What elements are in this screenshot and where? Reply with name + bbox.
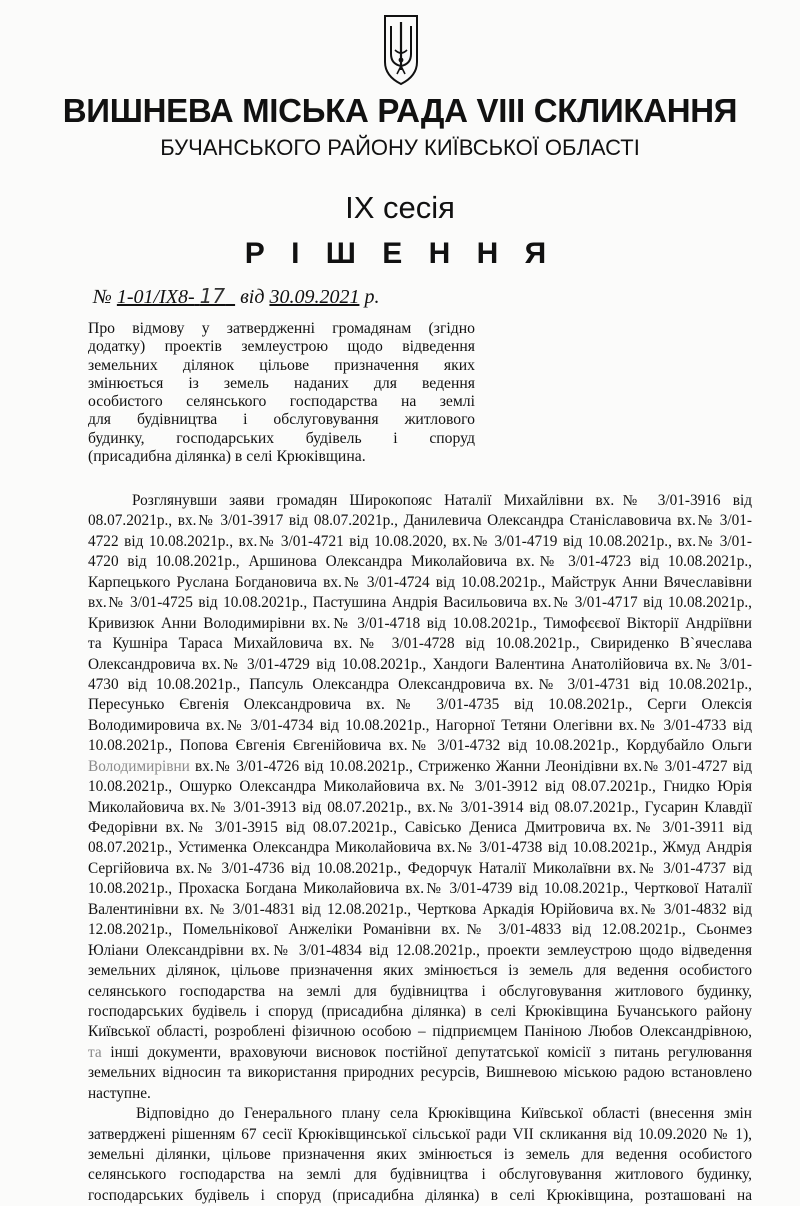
body-line: селянського господарства на землі для будівництва і обслуговування житлового будинку,	[88, 1166, 752, 1184]
coat-of-arms-trident-icon	[381, 10, 421, 86]
council-title: ВИШНЕВА МІСЬКА РАДА VIII СКЛИКАННЯ	[62, 92, 738, 129]
subject-line: для будівництва і обслуговування житлового	[88, 411, 475, 429]
subject-line: (присадибна ділянка) в селі Крюківщина.	[88, 448, 366, 466]
body-line: господарських будівель і споруд (присадибна ділянка) в селі Крюківщина Бучанського району	[88, 1002, 752, 1020]
decision-title: Р І Ш Е Н Н Я	[244, 237, 556, 270]
body-line: Сергійовича вх.№ 3/01-4736 від 10.08.2021р., Федорчук Наталії Миколаївни вх.№ 3/01-4737 від	[88, 859, 752, 877]
body-line: Розглянувши заяви громадян Широкопояс Наталії Михайлівни вх.№ 3/01-3916 від	[132, 492, 752, 509]
decision-subject	[88, 320, 475, 466]
body-line: 4722 від 10.08.2021р., вх.№ 3/01-4721 від 10.08.2020, вх.№ 3/01-4719 від 10.08.2021р., вх.№ 3/01-	[88, 532, 752, 550]
body-line: 10.08.2021р., Попова Євгенія Євгенійовича вх.№ 3/01-4732 від 10.08.2021р., Кордубайло Ольги	[88, 737, 752, 755]
body-line: 10.08.2021р., Ошурко Олександра Миколайовича вх.№ 3/01-3912 від 08.07.2021р., Гнидко Юрія	[88, 778, 752, 796]
subject-line: будинку, господарських будівель і споруд	[88, 429, 475, 447]
body-line: земельні ділянки, цільове призначення яких змінюється із земель для ведення особистого	[88, 1146, 752, 1163]
body-line: наступне.	[88, 1084, 151, 1102]
body-line: Кривизюк Анни Володимирівни вх.№ 3/01-4718 від 10.08.2021р., Тимофєєвої Вікторії Андріївни	[88, 614, 752, 632]
body-line: Карпецького Руслана Богдановича вх.№ 3/01-4724 від 10.08.2021р., Майструк Анни Вячеславівни	[88, 573, 752, 591]
document-number-line	[93, 284, 379, 309]
body-line: 10.08.2021р., Прохаска Богдана Миколайовича вх.№ 3/01-4739 від 10.08.2021р., Черткової Наталії	[88, 880, 752, 898]
body-line: 08.07.2021р., Устименка Олександра Миколайовича вх.№ 3/01-4738 від 10.08.2021р., Жмуд Андрія	[88, 839, 752, 857]
body-line: Валентинівни вх. № 3/01-4831 від 12.08.2021р., Черткова Аркадія Юрійовича вх.№ 3/01-4832 від	[88, 900, 752, 918]
subject-line: земельних ділянок цільове призначення яких	[88, 356, 475, 374]
body-line: Київської області, розроблені фізичною особою – підприємцем Паніною Любов Олександрівною,	[88, 1023, 752, 1041]
decision-body	[88, 491, 752, 1206]
date-label: від	[240, 286, 265, 308]
body-line: та інші документи, враховуючи висновок постійної депутатської комісії з питань регулювання	[88, 1043, 752, 1061]
subject-line: особистого селянського господарства на землі	[88, 393, 475, 411]
body-line: 4730 від 10.08.2021р., Папсуль Олександра Олександровича вх.№ 3/01-4731 від 10.08.2021р.,	[88, 675, 752, 693]
handwritten-number: 17	[199, 284, 226, 308]
body-line: Пересунько Євгенія Олександровича вх.№ 3/01-4735 від 10.08.2021р., Серги Олексія	[88, 696, 752, 714]
document-date: 30.09.2021	[269, 286, 360, 308]
body-line: Федорівни вх.№ 3/01-3915 від 08.07.2021р., Савісько Дениса Дмитровича вх.№ 3/01-3911 від	[88, 819, 752, 836]
body-line: вх.№ 3/01-4725 від 10.08.2021р., Пастушина Андрія Васильовича вх.№ 3/01-4717 від 10.08.2021р.,	[88, 594, 752, 612]
body-line: земельних ділянок, цільове призначення яких змінюється із земель для ведення особистого	[88, 962, 752, 980]
body-line: затверджені рішенням 67 сесії Крюківщинської сільської ради VII скликання від 10.09.2020 № 1),	[88, 1125, 752, 1143]
subject-line: додатку) проектів землеустрою щодо відведення	[88, 338, 475, 356]
year-suffix: р.	[364, 286, 380, 308]
body-line: Миколайовича вх.№ 3/01-3913 від 08.07.2021р., вх.№ 3/01-3914 від 08.07.2021р., Гусарин Клавдії	[88, 798, 752, 816]
body-line: та Кушніра Тараса Михайловича вх.№ 3/01-4728 від 10.08.2021р., Свириденко В`ячеслава	[88, 635, 752, 653]
body-line: Володимирівни вх.№ 3/01-4726 від 10.08.2021р., Стриженко Жанни Леонідівни вх.№ 3/01-4727 від	[88, 757, 752, 775]
body-line: земельних відносин та використання природних ресурсів, Вишневою міською радою встановлено	[88, 1064, 752, 1082]
body-line: Володимировича вх.№ 3/01-4734 від 10.08.2021р., Нагорної Тетяни Олегівни вх.№ 3/01-4733 від	[88, 716, 752, 734]
number-sign: №	[93, 286, 112, 308]
subject-line: змінюється із земель наданих для ведення	[88, 374, 475, 392]
body-line: 08.07.2021р., вх.№ 3/01-3917 від 08.07.2021р., Данилевича Олександра Станіславовича вх.№ 3/01-	[88, 512, 752, 530]
body-line: Відповідно до Генерального плану села Крюківщина Київської області (внесення змін	[136, 1105, 752, 1123]
body-line: господарських будівель і споруд (присадибна ділянка) в селі Крюківщина, розташовані на	[88, 1186, 752, 1204]
body-line: 12.08.2021р., Помельнікової Анжеліки Романівни вх.№ 3/01-4833 від 12.08.2021р., Сьонмез	[88, 921, 752, 939]
district-title: БУЧАНСЬКОГО РАЙОНУ КИЇВСЬКОЇ ОБЛАСТІ	[160, 135, 640, 160]
body-line: Юліани Олександрівни вх.№ 3/01-4834 від 12.08.2021р., проекти землеустрою щодо відведення	[88, 941, 752, 959]
subject-line: Про відмову у затвердженні громадянам (згідно	[88, 320, 475, 337]
body-line: 4720 від 10.08.2021р., Аршинова Олександра Миколайовича вх.№ 3/01-4723 від 10.08.2021р.,	[88, 553, 752, 571]
body-line: Олександровича вх.№ 3/01-4729 від 10.08.2021р., Хандоги Валентина Анатолійовича вх.№ 3/01-	[88, 655, 752, 673]
document-number: 1-01/IX8- 17	[116, 284, 226, 308]
body-line: селянського господарства на землі для будівництва і обслуговування житлового будинку,	[88, 982, 752, 1000]
session-title: IX сесія	[345, 190, 455, 225]
